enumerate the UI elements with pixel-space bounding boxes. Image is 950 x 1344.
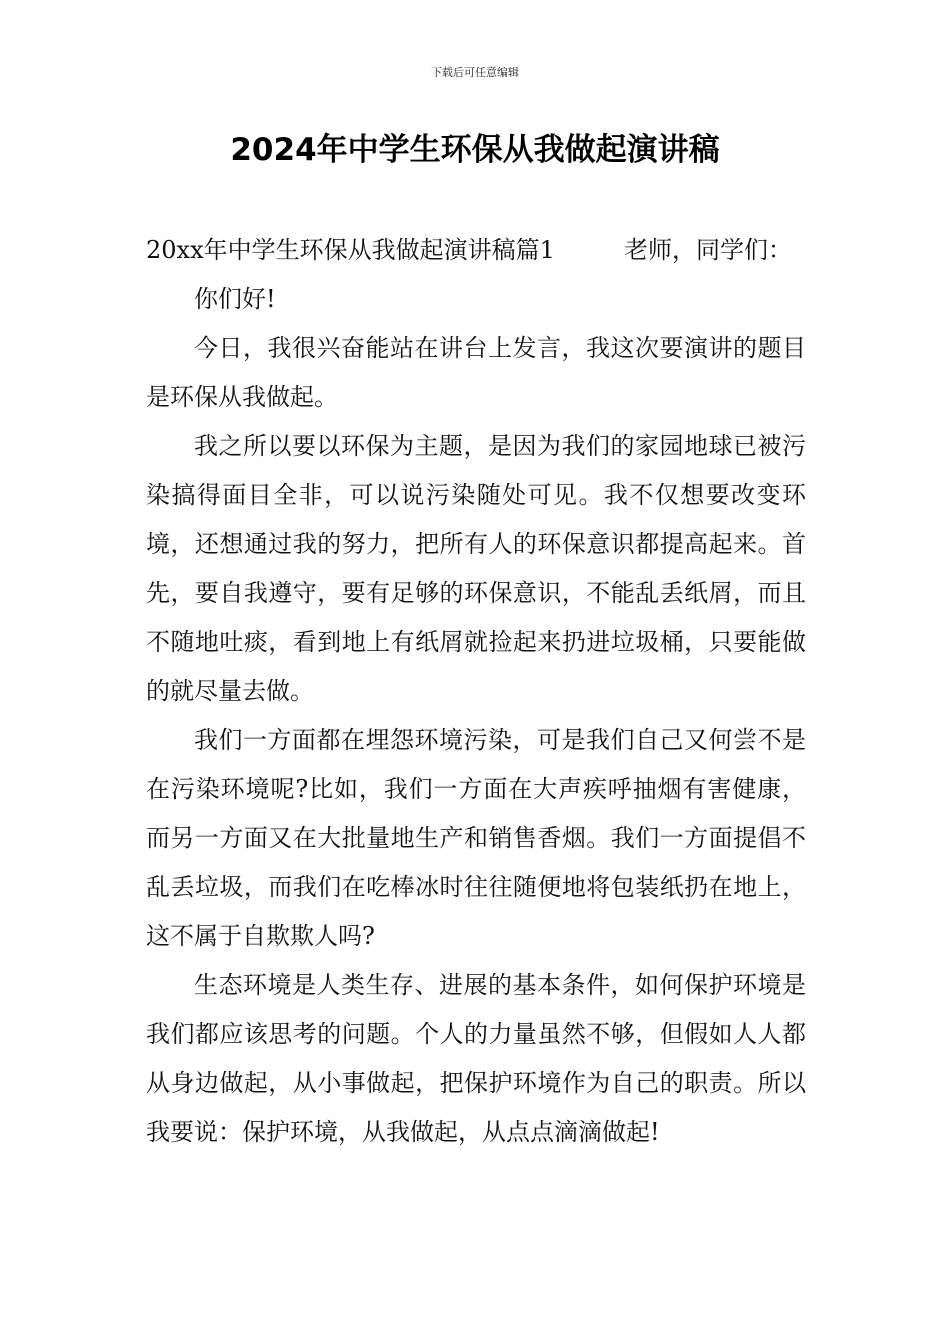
document-body	[146, 226, 806, 1157]
paragraph-conclusion: 生态环境是人类生存、进展的基本条件，如何保护环境是我们都应该思考的问题。个人的力量虽然不够，但假如人人都从身边做起，从小事做起，把保护环境作为自己的职责。所以我要说：保护环境，从我做起，从点点滴滴做起!	[146, 971, 806, 1146]
paragraph-greeting: 你们好!	[194, 285, 276, 313]
header-note: 下载后可任意编辑	[431, 66, 519, 79]
paragraph-reason: 我之所以要以环保为主题，是因为我们的家园地球已被污染搞得面目全非，可以说污染随处可见。我不仅想要改变环境，还想通过我的努力，把所有人的环保意识都提高起来。首先，要自我遵守，要有足够的环保意识，不能乱丢纸屑，而且不随地吐痰，看到地上有纸屑就捡起来扔进垃圾桶，只要能做的就尽量去做。	[146, 432, 806, 705]
section-heading: 20xx年中学生环保从我做起演讲稿篇1	[146, 236, 555, 264]
salutation: 老师，同学们：	[624, 236, 792, 264]
paragraph-intro: 今日，我很兴奋能站在讲台上发言，我这次要演讲的题目是环保从我做起。	[146, 334, 806, 411]
intro-line	[146, 226, 806, 275]
document-title: 2024年中学生环保从我做起演讲稿	[230, 132, 720, 168]
paragraph-contradiction: 我们一方面都在埋怨环境污染，可是我们自己又何尝不是在污染环境呢?比如，我们一方面在大声疾呼抽烟有害健康，而另一方面又在大批量地生产和销售香烟。我们一方面提倡不乱丢垃圾，而我们在吃棒冰时往往随便地将包装纸扔在地上，这不属于自欺欺人吗?	[146, 726, 806, 950]
